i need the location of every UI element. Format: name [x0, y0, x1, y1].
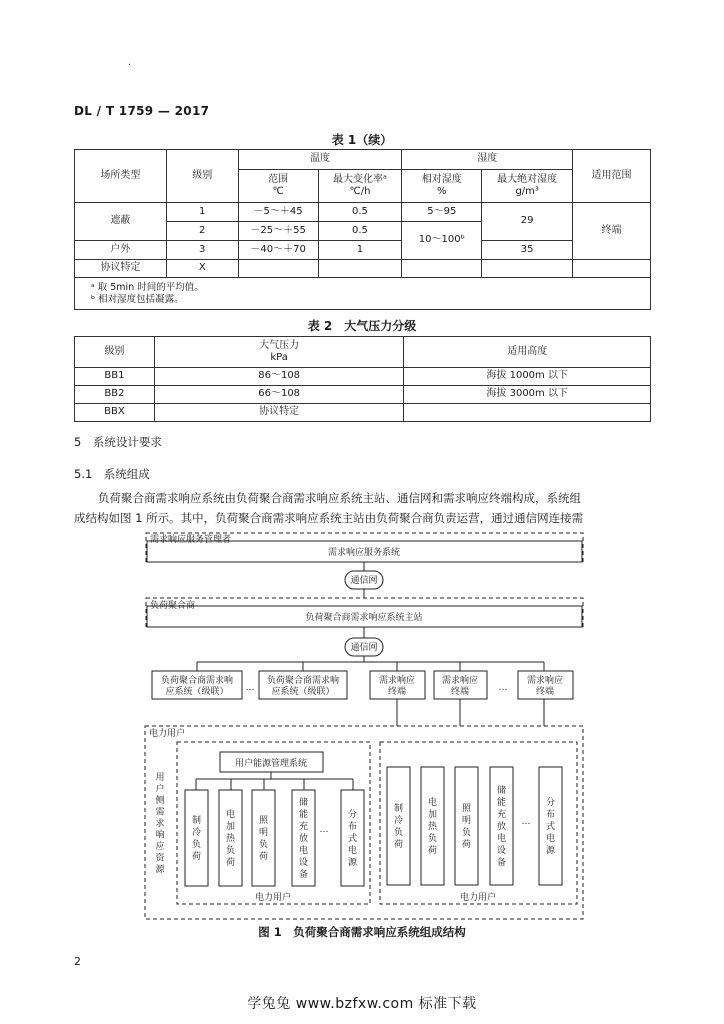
para-line2: 成结构如图 1 所示。其中，负荷聚合商需求响应系统主站由负荷聚合商负责运营，通过通信网连接需	[74, 511, 584, 525]
t2-h-alt: 适用高度	[404, 337, 651, 368]
t1-footnote-b: ᵇ 相对湿度包括凝露。	[91, 293, 184, 305]
section5-title: 5 系统设计要求	[74, 435, 162, 449]
t2-r3-press: 协议特定	[154, 404, 404, 422]
t1-r2-rate: 0.5	[318, 222, 402, 241]
t1-h-site: 场所类型	[75, 150, 167, 203]
power-user-label: 电力用户	[149, 729, 186, 739]
t2-r1-grade: BB1	[75, 368, 155, 386]
right-load-text-4: 储能充放电设备	[496, 786, 507, 868]
table1-caption: 表 1（续）	[331, 133, 393, 147]
t1-r1-rel: 5～95	[402, 203, 482, 222]
t1-r4-site: 协议特定	[75, 260, 167, 278]
left-load-1	[185, 790, 208, 886]
t1-r3-rate: 1	[318, 241, 402, 260]
right-load-text-2: 电加热负荷	[427, 798, 438, 856]
t1-r4-grade: X	[166, 260, 238, 278]
t1-r12-abs: 29	[482, 203, 573, 241]
ems-text: 用户能源管理系统	[234, 759, 308, 769]
t1-h-range: 范围 ℃	[238, 170, 318, 203]
sub2-text1: 负荷聚合商需求响	[266, 676, 340, 686]
agg-label: 负荷聚合商	[150, 601, 196, 611]
footer-watermark: 学兔兔 www.bzfxw.com 标准下载	[247, 996, 477, 1012]
para-line1: 负荷聚合商需求响应系统由负荷聚合商需求响应系统主站、通信网和需求响应终端构成，系统组	[98, 491, 581, 505]
left-load-text-1: 制冷负荷	[191, 816, 202, 862]
right-load-1	[387, 767, 410, 885]
t1-h-temp: 温度	[238, 150, 402, 170]
t1-footnote-a: ᵃ 取 5min 时间的平均值。	[91, 281, 204, 293]
t1-scope: 终端	[573, 203, 651, 260]
ellipsis-1: …	[245, 683, 255, 693]
table2-caption: 表 2 大气压力分级	[307, 319, 417, 333]
t1-r1-rate: 0.5	[318, 203, 402, 222]
ellipsis-2: …	[498, 683, 508, 693]
t2-h-grade: 级别	[75, 337, 155, 368]
term3-text2: 终端	[535, 687, 555, 697]
t2-r1-press: 86～108	[154, 368, 404, 386]
t1-r23-rel: 10～100ᵇ	[402, 222, 482, 260]
doc-code-header: DL / T 1759 — 2017	[74, 104, 210, 118]
t1-r2-range: －25～＋55	[238, 222, 318, 241]
user-right-label: 电力用户	[459, 893, 497, 903]
sub1-text2: 应系统（级联）	[165, 687, 229, 697]
side-resource-label: 用户侧需求响应资源	[155, 773, 165, 875]
t1-h-scope: 适用范围	[573, 150, 651, 203]
left-load-text-5: 分布式电源	[347, 810, 358, 868]
t2-r2-grade: BB2	[75, 386, 155, 404]
ellipsis-3: …	[319, 825, 329, 835]
figure1-caption: 图 1 负荷聚合商需求响应系统组成结构	[258, 925, 466, 939]
page-dot: ·	[128, 60, 132, 71]
t2-r2-press: 66～108	[154, 386, 404, 404]
t2-h-press: 大气压力 kPa	[154, 337, 404, 368]
t2-r2-alt: 海拔 3000m 以下	[404, 386, 651, 404]
page-number: 2	[74, 955, 81, 968]
right-load-text-3: 照明负荷	[461, 804, 472, 850]
t1-r1-site: 遮蔽	[75, 203, 167, 241]
term1-text2: 终端	[387, 687, 407, 697]
term3-text1: 需求响应	[526, 676, 564, 686]
mgr-label: 需求响应服务管理者	[150, 535, 232, 545]
t1-r3-grade: 3	[166, 241, 238, 260]
sub1-text1: 负荷聚合商需求响	[160, 676, 234, 686]
section51-title: 5.1 系统组成	[74, 467, 150, 481]
right-load-text-1: 制冷负荷	[393, 804, 404, 850]
left-load-text-2: 电加热负荷	[225, 810, 236, 868]
left-load-text-4: 储能充放电设备	[298, 798, 309, 880]
term1-text1: 需求响应	[378, 676, 416, 686]
net2-text: 通信网	[350, 643, 378, 653]
t1-r3-abs: 35	[482, 241, 573, 260]
t1-r1-grade: 1	[166, 203, 238, 222]
t1-h-rel: 相对湿度 %	[402, 170, 482, 203]
net1-text: 通信网	[350, 576, 378, 586]
t2-r1-alt: 海拔 1000m 以下	[404, 368, 651, 386]
right-load-3	[455, 767, 478, 885]
t1-h-abs: 最大绝对湿度 g/m³	[482, 170, 573, 203]
t1-r1-range: －5～＋45	[238, 203, 318, 222]
t1-h-grade: 级别	[166, 150, 238, 203]
t1-r3-range: －40～＋70	[238, 241, 318, 260]
left-load-3	[252, 790, 275, 886]
right-load-text-5: 分布式电源	[545, 798, 556, 856]
ellipsis-4: …	[521, 817, 531, 827]
t2-r3-grade: BBX	[75, 404, 155, 422]
t1-h-rate: 最大变化率ᵃ ℃/h	[318, 170, 402, 203]
term2-text2: 终端	[450, 687, 470, 697]
sub2-text2: 应系统（级联）	[271, 687, 335, 697]
t1-h-hum: 湿度	[402, 150, 573, 170]
left-load-text-3: 照明负荷	[258, 816, 269, 862]
t1-r2-grade: 2	[166, 222, 238, 241]
agg-main-text: 负荷聚合商需求响应系统主站	[305, 613, 423, 623]
term2-text1: 需求响应	[441, 676, 479, 686]
user-left-label: 电力用户	[254, 893, 292, 903]
t1-r3-site: 户外	[75, 241, 167, 260]
mgr-sys-text: 需求响应服务系统	[327, 548, 401, 558]
